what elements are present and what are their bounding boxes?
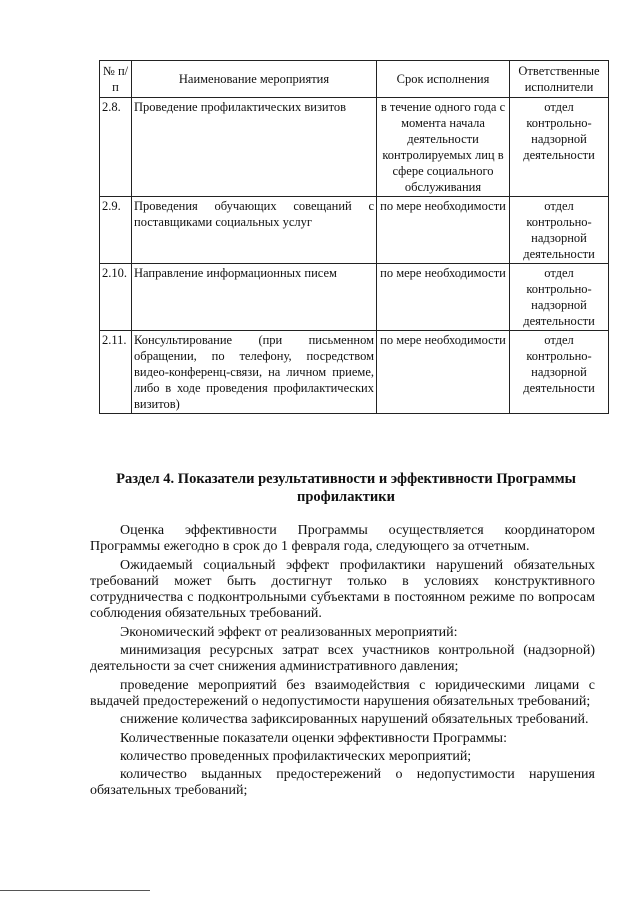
table-row [100, 264, 609, 331]
row-resp: отдел контрольно-надзорной деятельности [510, 98, 609, 197]
activities-table [99, 60, 609, 414]
header-resp: Ответственные исполнители [510, 61, 609, 98]
row-name: Проведения обучающих совещаний с поставщиками социальных услуг [132, 197, 377, 264]
row-resp: отдел контрольно-надзорной деятельности [510, 264, 609, 331]
row-num: 2.9. [100, 197, 132, 264]
row-resp: отдел контрольно-надзорной деятельности [510, 197, 609, 264]
row-resp: отдел контрольно-надзорной деятельности [510, 331, 609, 414]
row-term: по мере необходимости [377, 331, 510, 414]
row-term: по мере необходимости [377, 197, 510, 264]
header-num: № п/п [100, 61, 132, 98]
paragraph: количество выданных предостережений о недопустимости нарушения обязательных требований; [90, 767, 595, 799]
paragraph: проведение мероприятий без взаимодействия с юридическими лицами с выдачей предостережений о недопустимости нарушения обязательных требований; [90, 677, 595, 709]
row-num: 2.8. [100, 98, 132, 197]
table-header-row [100, 61, 609, 98]
header-term: Срок исполнения [377, 61, 510, 98]
table-row [100, 197, 609, 264]
paragraph: Количественные показатели оценки эффективности Программы: [120, 730, 507, 746]
table-row [100, 98, 609, 197]
row-num: 2.11. [100, 331, 132, 414]
paragraph: количество проведенных профилактических мероприятий; [120, 748, 472, 764]
footer-divider [0, 890, 150, 891]
section-body [90, 523, 595, 802]
row-term: по мере необходимости [377, 264, 510, 331]
header-name: Наименование мероприятия [132, 61, 377, 98]
paragraph: Экономический эффект от реализованных мероприятий: [120, 624, 458, 640]
paragraph: минимизация ресурсных затрат всех участников контрольной (надзорной) деятельности за счет снижения административного давления; [90, 643, 595, 675]
row-name: Консультирование (при письменном обращении, по телефону, посредством видео-конференц-связи, на личном приеме, либо в ходе проведения профилактических визитов) [132, 331, 377, 414]
section-title: Раздел 4. Показатели результативности и эффективности Программы профилактики [116, 471, 576, 505]
table-row [100, 331, 609, 414]
row-name: Направление информационных писем [132, 264, 377, 331]
row-num: 2.10. [100, 264, 132, 331]
paragraph: снижение количества зафиксированных нарушений обязательных требований. [120, 712, 589, 728]
row-name: Проведение профилактических визитов [132, 98, 377, 197]
paragraph: Ожидаемый социальный эффект профилактики нарушений обязательных требований может быть достигнут только в условиях конструктивного сотрудничества с подконтрольными субъектами в постоянном режиме по вопросам соблюдения обязательных требований. [90, 557, 595, 622]
paragraph: Оценка эффективности Программы осуществляется координатором Программы ежегодно в срок до 1 февраля года, следующего за отчетным. [90, 523, 595, 555]
row-term: в течение одного года с момента начала деятельности контролируемых лиц в сфере социального обслуживания [377, 98, 510, 197]
